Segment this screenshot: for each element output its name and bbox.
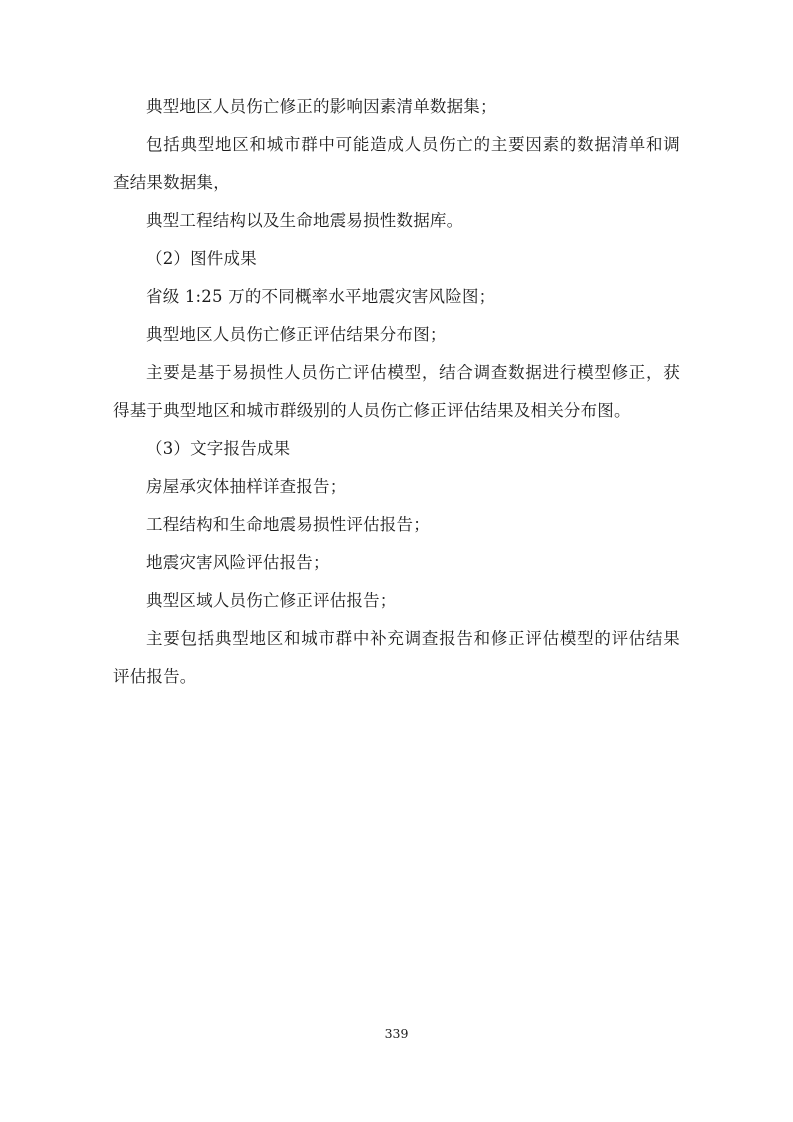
paragraph: 包括典型地区和城市群中可能造成人员伤亡的主要因素的数据清单和调查结果数据集， <box>113 135 680 192</box>
paragraph: 主要包括典型地区和城市群中补充调查报告和修正评估模型的评估结果评估报告。 <box>113 629 680 686</box>
paragraph: 工程结构和生命地震易损性评估报告； <box>146 515 430 534</box>
paragraph: 主要是基于易损性人员伤亡评估模型，结合调查数据进行模型修正，获得基于典型地区和城市群级别的人员伤亡修正评估结果及相关分布图。 <box>113 363 680 420</box>
page-number: 339 <box>384 1026 409 1041</box>
paragraph: 典型地区人员伤亡修正评估结果分布图； <box>146 325 447 344</box>
section-heading-figures: （2）图件成果 <box>146 249 257 268</box>
paragraph: 典型地区人员伤亡修正的影响因素清单数据集； <box>146 97 497 116</box>
document-body <box>113 88 680 696</box>
paragraph: 房屋承灾体抽样详查报告； <box>146 477 347 496</box>
section-heading-reports: （3）文字报告成果 <box>146 439 291 458</box>
paragraph: 典型区域人员伤亡修正评估报告； <box>146 591 397 610</box>
page-footer <box>0 1025 793 1043</box>
paragraph: 典型工程结构以及生命地震易损性数据库。 <box>146 211 464 230</box>
paragraph: 地震灾害风险评估报告； <box>146 553 330 572</box>
paragraph: 省级 1:25 万的不同概率水平地震灾害风险图； <box>146 287 496 306</box>
